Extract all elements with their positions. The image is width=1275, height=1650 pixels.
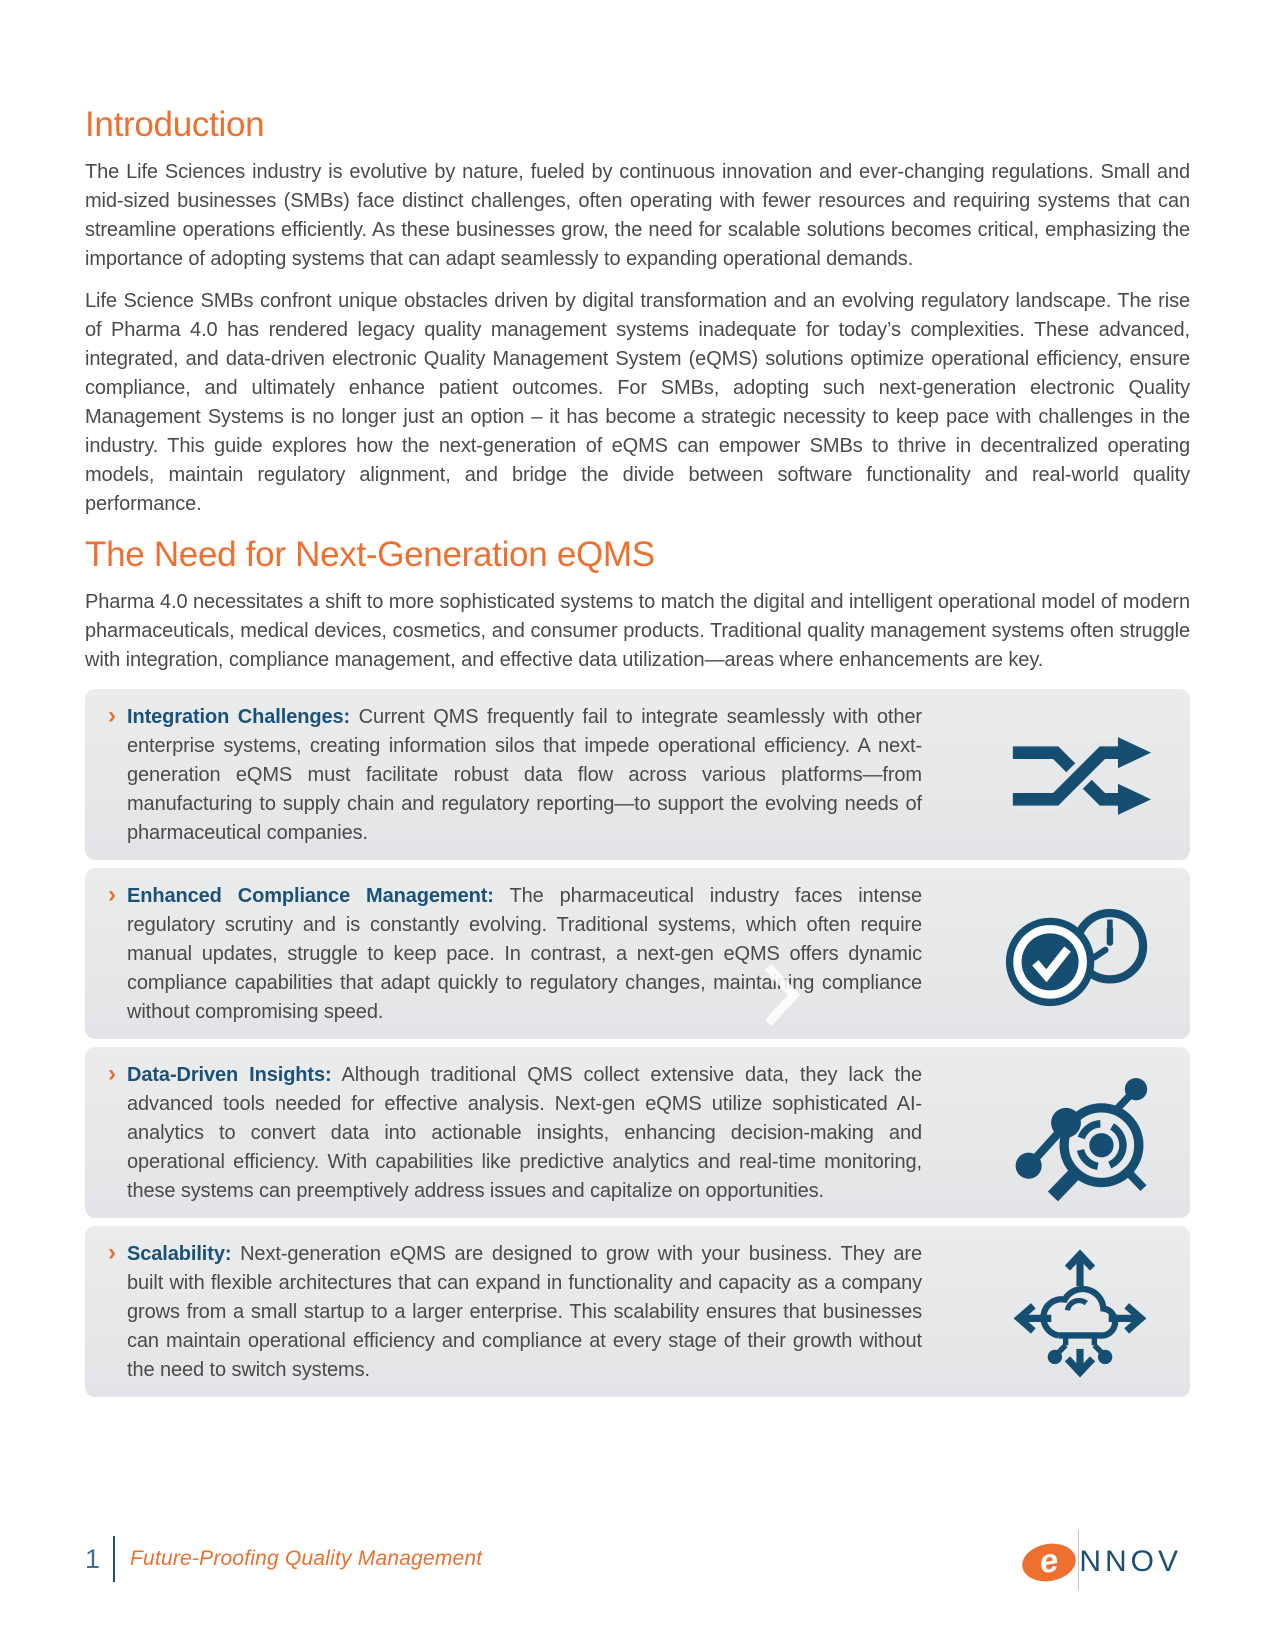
footer-left: [85, 1536, 482, 1582]
callout-body: Current QMS frequently fail to integrate seamlessly with other enterprise systems, creating information silos that impede operational efficiency. A next-generation eQMS must facilitate robust data flow across various platforms—from manufacturing to supply chain and regulatory reporting—to support the evolving needs of pharmaceutical companies.: [127, 706, 922, 844]
chevron-bullet-icon: ›: [108, 881, 116, 908]
callout-enhanced-compliance: [85, 868, 1190, 1039]
callout-list: [85, 689, 1190, 1397]
heading-need-for-eqms: The Need for Next-Generation eQMS: [85, 535, 655, 574]
logo-divider-line: [1078, 1530, 1079, 1590]
callout-title: Integration Challenges:: [127, 706, 351, 728]
cloud-scalability-icon: [996, 1242, 1164, 1384]
callout-integration-challenges: [85, 689, 1190, 860]
logo-e-mark: e: [1020, 1539, 1080, 1585]
watermark-chevron-icon: [763, 962, 801, 1033]
callout-text: [108, 1239, 922, 1385]
footer-doc-title: Future-Proofing Quality Management: [130, 1547, 483, 1570]
page-number: 1: [85, 1543, 101, 1574]
page-footer: [85, 1530, 1190, 1594]
callout-body: The pharmaceutical industry faces intense regulatory scrutiny and is constantly evolving. Traditional systems, which often require manual updates, struggle to keep pace. In contrast, a next-gen eQMS offers dynamic compliance capabilities that adapt quickly to regulatory changes, maintaining compliance without compromising speed.: [127, 885, 922, 1023]
callout-text: [108, 1060, 923, 1206]
ennov-logo: [1022, 1538, 1182, 1586]
intro-paragraph-2: Life Science SMBs confront unique obstacles driven by digital transformation and an evolving regulatory landscape. The rise of Pharma 4.0 has rendered legacy quality management systems inadequate for today’s complexities. These advanced, integrated, and data-driven electronic Quality Management System (eQMS) solutions optimize operational efficiency, ensure compliance, and ultimately enhance patient outcomes. For SMBs, adopting such next-generation electronic Quality Management Systems is no longer just an option – it has become a strategic necessity to keep pace with challenges in the industry. This guide explores how the next-generation of eQMS can empower SMBs to thrive in decentralized operating models, maintain regulatory alignment, and bridge the divide between software functionality and real-world quality performance.: [85, 290, 1190, 515]
shuffle-icon: [996, 727, 1164, 825]
need-paragraph-1: Pharma 4.0 necessitates a shift to more sophisticated systems to match the digital and intelligent operational model of modern pharmaceuticals, medical devices, cosmetics, and consumer products. Traditional quality management systems often struggle with integration, compliance management, and effective data utilization—areas where enhancements are key.: [85, 591, 1190, 671]
chevron-bullet-icon: ›: [108, 1239, 116, 1266]
callout-title: Enhanced Compliance Management:: [127, 885, 494, 907]
compliance-check-clock-icon: [996, 903, 1164, 1007]
insights-magnifier-icon: [996, 1063, 1164, 1205]
callout-title: Data-Driven Insights:: [127, 1064, 332, 1086]
page-content: [85, 0, 1190, 1397]
callout-data-driven-insights: [85, 1047, 1190, 1218]
callout-title: Scalability:: [127, 1243, 232, 1265]
chevron-bullet-icon: ›: [108, 702, 116, 729]
intro-paragraph-1: The Life Sciences industry is evolutive by nature, fueled by continuous innovation and ever-changing regulations. Small and mid-sized businesses (SMBs) face distinct challenges, often operating with fewer resources and requiring systems that can streamline operations efficiently. As these businesses grow, the need for scalable solutions becomes critical, emphasizing the importance of adopting systems that can adapt seamlessly to expanding operational demands.: [85, 161, 1190, 270]
footer-divider: [113, 1536, 115, 1582]
callout-text: [108, 702, 922, 848]
callout-text: [108, 881, 922, 1027]
callout-scalability: [85, 1226, 1190, 1397]
callout-body: Although traditional QMS collect extensive data, they lack the advanced tools needed for effective analysis. Next-gen eQMS utilize sophisticated AI-analytics to convert data into actionable insights, enhancing decision-making and operational efficiency. With capabilities like predictive analytics and real-time monitoring, these systems can preemptively address issues and capitalize on opportunities.: [127, 1064, 923, 1202]
callout-body: Next-generation eQMS are designed to grow with your business. They are built with flexible architectures that can expand in functionality and capacity as a company grows from a small startup to a larger enterprise. This scalability ensures that businesses can maintain operational efficiency and compliance at every stage of their growth without the need to switch systems.: [127, 1243, 922, 1381]
heading-introduction: Introduction: [85, 105, 265, 144]
logo-wordmark: NNOV: [1079, 1545, 1182, 1578]
chevron-bullet-icon: ›: [108, 1060, 116, 1087]
